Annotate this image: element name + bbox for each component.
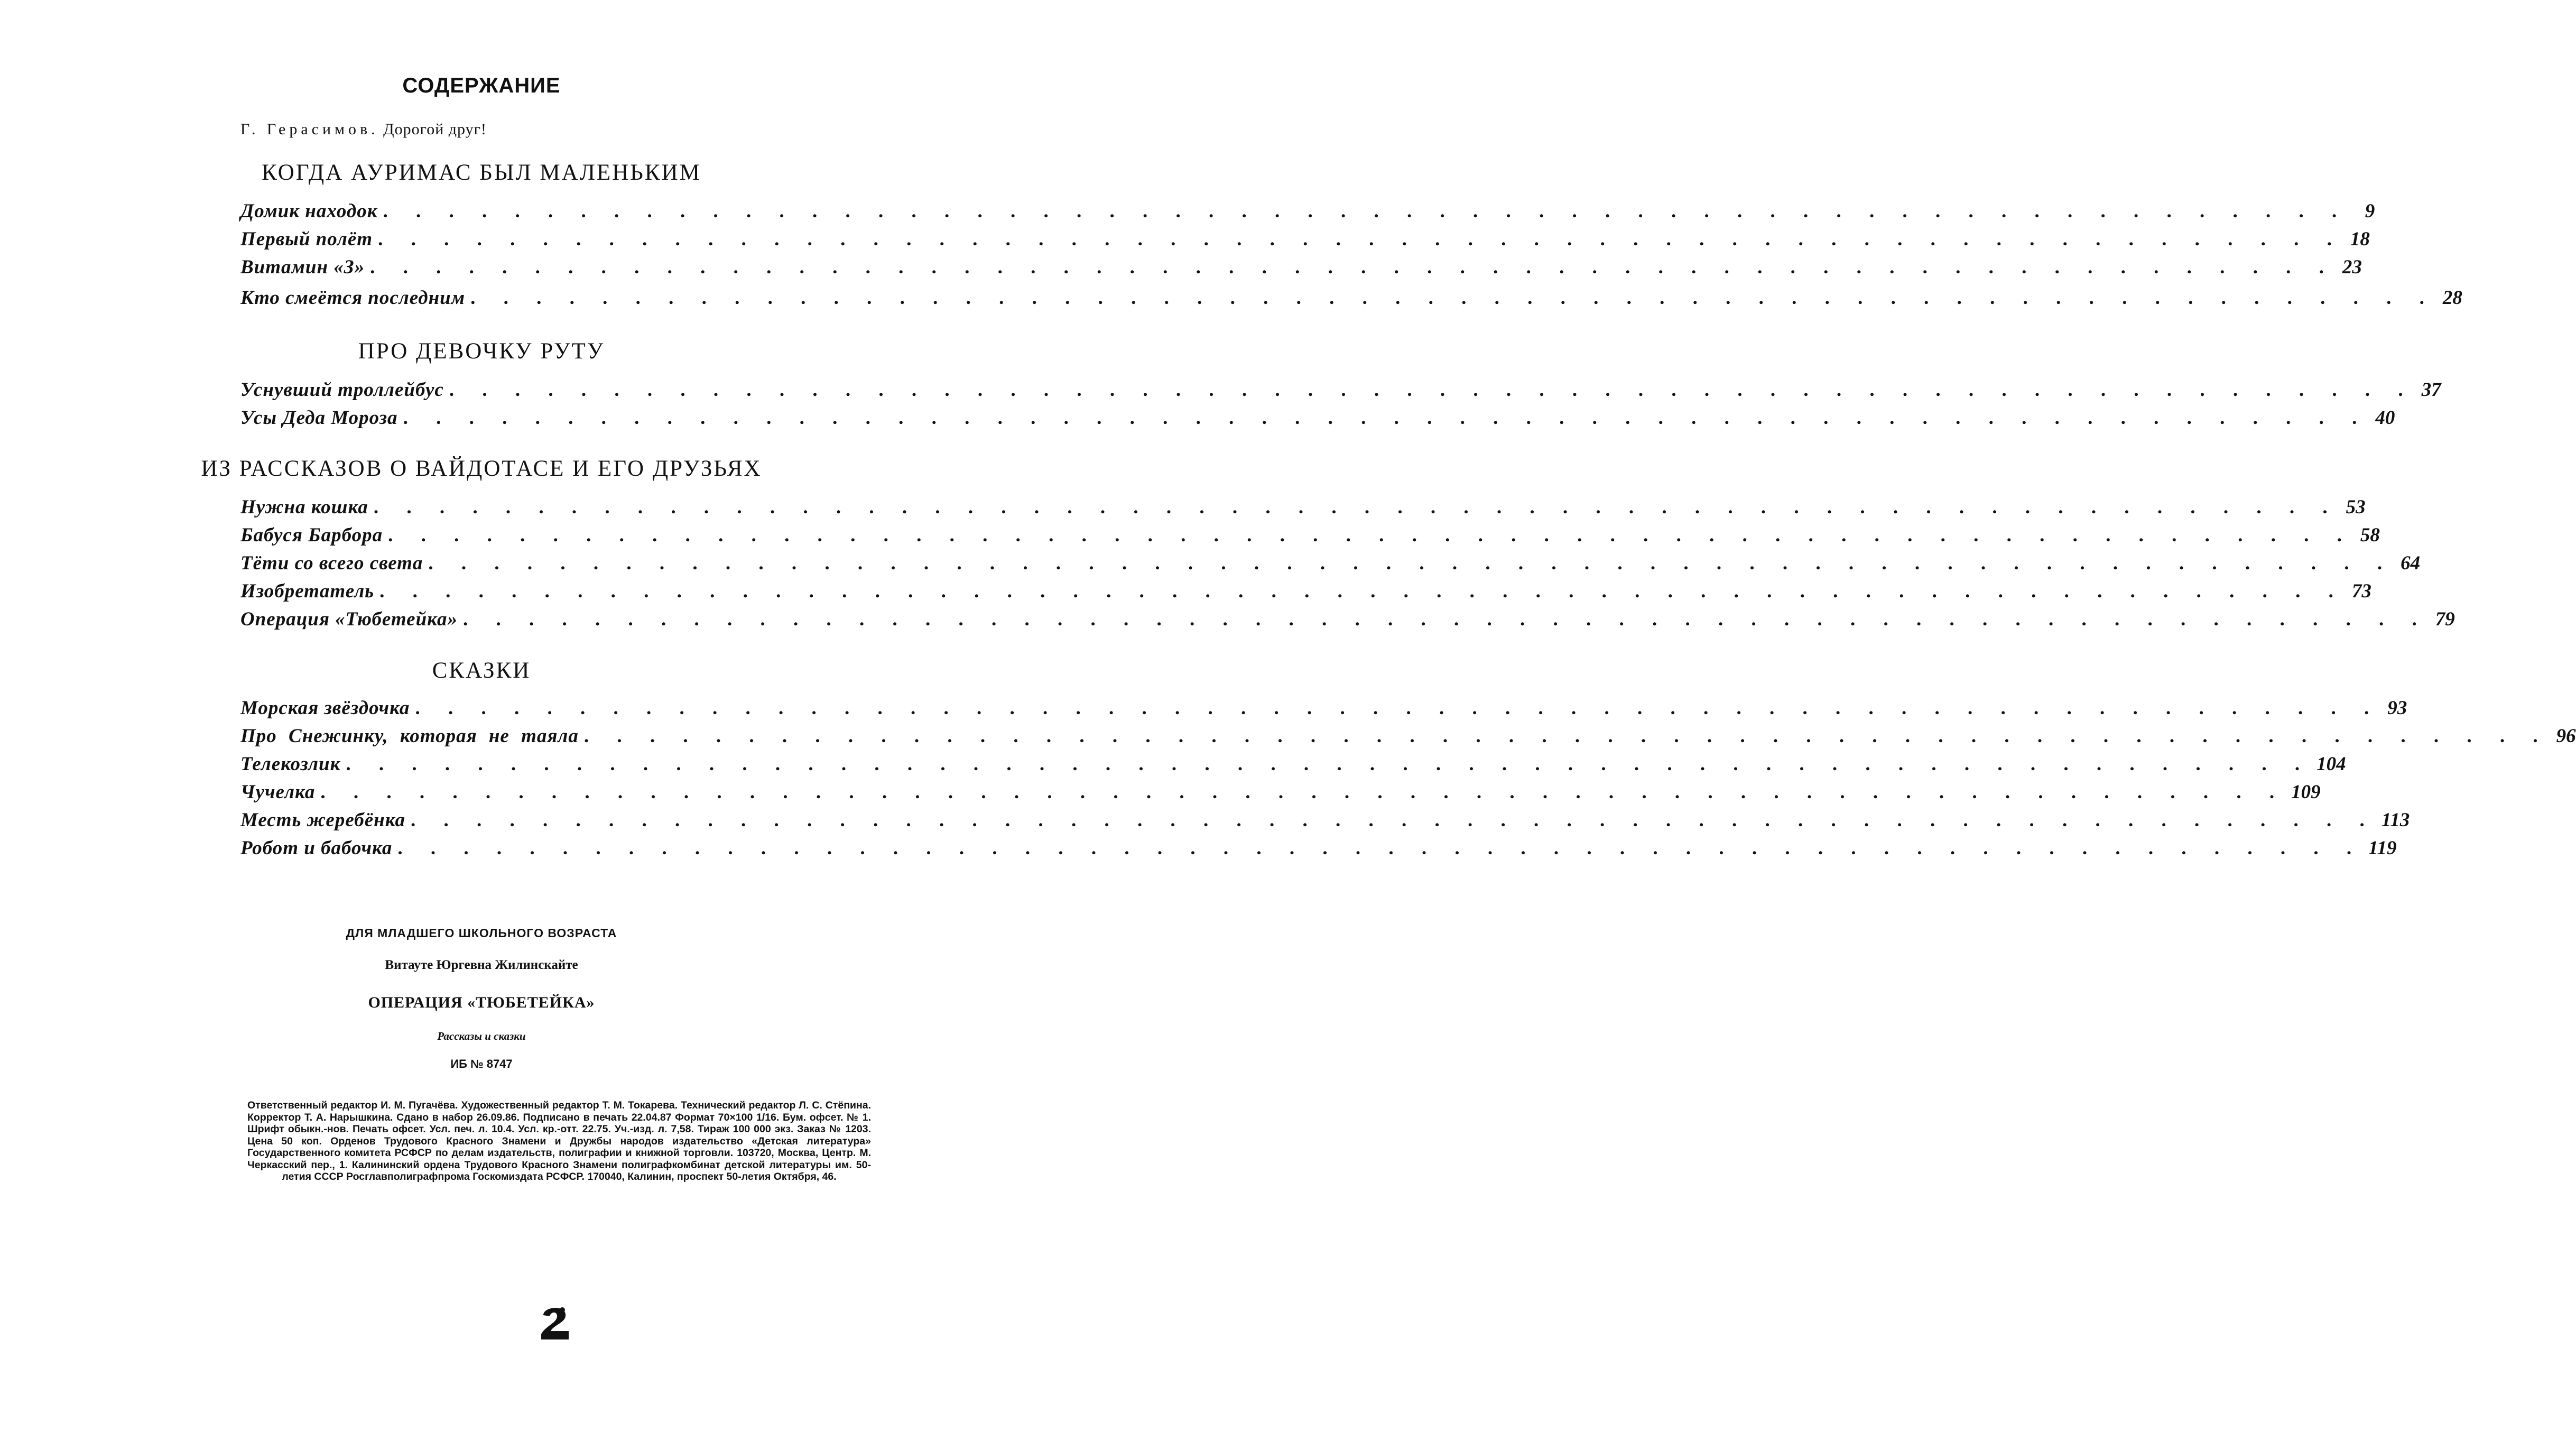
- book-genre: Рассказы и сказки: [437, 1030, 526, 1042]
- story-title: Бабуся Барбора: [240, 524, 383, 546]
- section-title-fairy-tales: СКАЗКИ: [432, 658, 531, 683]
- toc-row: [240, 378, 2441, 406]
- story-title: Первый полёт: [240, 228, 373, 250]
- page-number: 104: [2316, 753, 2346, 775]
- section-list-fairy-tales: [240, 697, 2576, 865]
- page-number: 96: [2556, 725, 2576, 747]
- page-number: 37: [2421, 379, 2441, 401]
- dot-leader: . . . . . . . . . . . . . . . . . . . . . . . . . . . . . . . . . . . . . . . . . . . . . . . . . . . . . . . . . . . .: [388, 524, 2353, 546]
- page-number: 93: [2387, 697, 2407, 719]
- dot-leader: . . . . . . . . . . . . . . . . . . . . . . . . . . . . . . . . . . . . . . . . . . . . . . . . . . . . . . . . . . . .: [470, 287, 2436, 309]
- story-title: Уснувший троллейбус: [240, 379, 444, 401]
- publisher-logo-icon: [538, 1305, 573, 1342]
- dot-leader: . . . . . . . . . . . . . . . . . . . . . . . . . . . . . . . . . . . . . . . . . . . . . . . . . . . . . . . . . . . .: [403, 407, 2369, 429]
- dot-leader: . . . . . . . . . . . . . . . . . . . . . . . . . . . . . . . . . . . . . . . . . . . . . . . . . . . . . . . . . . . .: [379, 580, 2345, 602]
- page-number: 113: [2381, 809, 2410, 831]
- foreword-title: Дорогой друг!: [383, 121, 487, 138]
- story-title: Нужна кошка: [240, 496, 368, 518]
- page-number: 73: [2351, 580, 2371, 602]
- toc-row: [240, 200, 2375, 228]
- page-number: 119: [2368, 837, 2397, 859]
- toc-row: [240, 256, 2362, 287]
- story-title: Телекозлик: [240, 753, 341, 775]
- colophon: Ответственный редактор И. М. Пугачёва. Художественный редактор Т. М. Токарева. Технический редактор Л. С. Стёпина. Корректор Т. А. Нарышкина. Сдано в набор 26.09.86. Подписано в печать 22.04.87 Формат 70×100 1/16. Бум. офсет. № 1. Шрифт обыкн.-нов. Печать офсет. Усл. печ. л. 10.4. Усл. кр.-отт. 22.75. Уч.-изд. л. 7,58. Тираж 100 000 экз. Заказ № 1203. Цена 50 коп. Орденов Трудового Красного Знамени и Дружбы народов издательство «Детская литература» Государственного комитета РСФСР по делам издательств, полиграфии и книжной торговли. 103720, Москва, Центр. М. Черкасский пер., 1. Калининский ордена Трудового Красного Знамени полиграфкомбинат детской литературы им. 50-летия СССР Росглавполиграфпрома Госкомиздата РСФСР. 170040, Калинин, проспект 50-летия Октября, 46.: [247, 1100, 871, 1182]
- dot-leader: . . . . . . . . . . . . . . . . . . . . . . . . . . . . . . . . . . . . . . . . . . . . . . . . . . . . . . . . . . . .: [415, 697, 2381, 719]
- section-list-ruta: [240, 378, 2441, 435]
- age-group: ДЛЯ МЛАДШЕГО ШКОЛЬНОГО ВОЗРАСТА: [346, 926, 617, 940]
- toc-row: [240, 496, 2366, 524]
- toc-row: [240, 287, 2462, 315]
- story-title: Изобретатель: [240, 580, 375, 602]
- toc-row: [240, 725, 2576, 753]
- dot-leader: . . . . . . . . . . . . . . . . . . . . . . . . . . . . . . . . . . . . . . . . . . . . . . . . . . . . . . . . . . . .: [383, 200, 2349, 222]
- story-title: Месть жеребёнка: [240, 809, 406, 831]
- dot-leader: . . . . . . . . . . . . . . . . . . . . . . . . . . . . . . . . . . . . . . . . . . . . . . . . . . . . . . . . . . . .: [411, 809, 2376, 831]
- toc-title: СОДЕРЖАНИЕ: [402, 74, 561, 97]
- toc-row: [240, 753, 2346, 781]
- story-title: Робот и бабочка: [240, 837, 393, 859]
- toc-row: [240, 524, 2380, 552]
- page-number: 53: [2346, 496, 2366, 518]
- ib-number: ИБ № 8747: [450, 1057, 513, 1070]
- section-title-aurimas: КОГДА АУРИМАС БЫЛ МАЛЕНЬКИМ: [262, 160, 701, 185]
- section-title-vaidotas: ИЗ РАССКАЗОВ О ВАЙДОТАСЕ И ЕГО ДРУЗЬЯХ: [201, 456, 762, 481]
- page-number: 28: [2442, 287, 2462, 309]
- page-number: 18: [2350, 228, 2370, 250]
- story-title: Кто смеётся последним: [240, 287, 466, 309]
- page-number: 9: [2365, 200, 2375, 222]
- section-list-aurimas: [240, 200, 2462, 315]
- toc-row: [240, 552, 2421, 580]
- book-title: ОПЕРАЦИЯ «ТЮБЕТЕЙКА»: [368, 994, 595, 1011]
- dot-leader: . . . . . . . . . . . . . . . . . . . . . . . . . . . . . . . . . . . . . . . . . . . . . . . . . . . . . . . . . . . .: [378, 228, 2343, 250]
- page-number: 23: [2342, 256, 2362, 278]
- dot-leader: . . . . . . . . . . . . . . . . . . . . . . . . . . . . . . . . . . . . . . . . . . . . . . . . . . . . . . . . . . . .: [373, 496, 2339, 518]
- dot-leader: . . . . . . . . . . . . . . . . . . . . . . . . . . . . . . . . . . . . . . . . . . . . . . . . . . . . . . . . . . . .: [346, 753, 2312, 775]
- foreword-author: Г. Герасимов.: [240, 121, 379, 138]
- story-title: Витамин «З»: [240, 256, 365, 278]
- toc-row: [240, 608, 2455, 636]
- dot-leader: . . . . . . . . . . . . . . . . . . . . . . . . . . . . . . . . . . . . . . . . . . . . . . . . . . . . . . . . . . . .: [449, 379, 2415, 401]
- page-number: 58: [2360, 524, 2380, 546]
- page-number: 109: [2291, 781, 2321, 803]
- section-list-vaidotas: [240, 496, 2455, 636]
- dot-leader: . . . . . . . . . . . . . . . . . . . . . . . . . . . . . . . . . . . . . . . . . . . . . . . . . . . . . . . . . . . .: [583, 725, 2550, 747]
- dot-leader: . . . . . . . . . . . . . . . . . . . . . . . . . . . . . . . . . . . . . . . . . . . . . . . . . . . . . . . . . . . .: [463, 608, 2429, 630]
- toc-row: [240, 781, 2321, 809]
- story-title: Чучелка: [240, 781, 316, 803]
- story-title: Морская звёздочка: [240, 697, 410, 719]
- dot-leader: . . . . . . . . . . . . . . . . . . . . . . . . . . . . . . . . . . . . . . . . . . . . . . . . . . . . . . . . . . . .: [397, 837, 2364, 859]
- story-title: Домик находок: [240, 200, 378, 222]
- toc-row: [240, 697, 2407, 725]
- foreword-entry: [240, 121, 487, 138]
- toc-row: [240, 406, 2395, 435]
- story-title: Тёти со всего света: [240, 552, 423, 574]
- toc-row: [240, 580, 2371, 608]
- story-title: Про Снежинку, которая не таяла: [240, 725, 579, 747]
- toc-row: [240, 809, 2410, 837]
- toc-row: [240, 837, 2397, 865]
- book-author: Витауте Юргевна Жилинскайте: [385, 958, 578, 972]
- toc-row: [240, 228, 2370, 256]
- dot-leader: . . . . . . . . . . . . . . . . . . . . . . . . . . . . . . . . . . . . . . . . . . . . . . . . . . . . . . . . . . . .: [370, 256, 2336, 278]
- section-title-ruta: ПРО ДЕВОЧКУ РУТУ: [358, 339, 605, 364]
- page-number: 40: [2375, 407, 2395, 429]
- story-title: Операция «Тюбетейка»: [240, 608, 458, 630]
- story-title: Усы Деда Мороза: [240, 407, 398, 429]
- dot-leader: . . . . . . . . . . . . . . . . . . . . . . . . . . . . . . . . . . . . . . . . . . . . . . . . . . . . . . . . . . . .: [320, 781, 2286, 803]
- page-number: 79: [2435, 608, 2455, 630]
- page-number: 64: [2401, 552, 2421, 574]
- dot-leader: . . . . . . . . . . . . . . . . . . . . . . . . . . . . . . . . . . . . . . . . . . . . . . . . . . . . . . . . . . . .: [428, 552, 2394, 574]
